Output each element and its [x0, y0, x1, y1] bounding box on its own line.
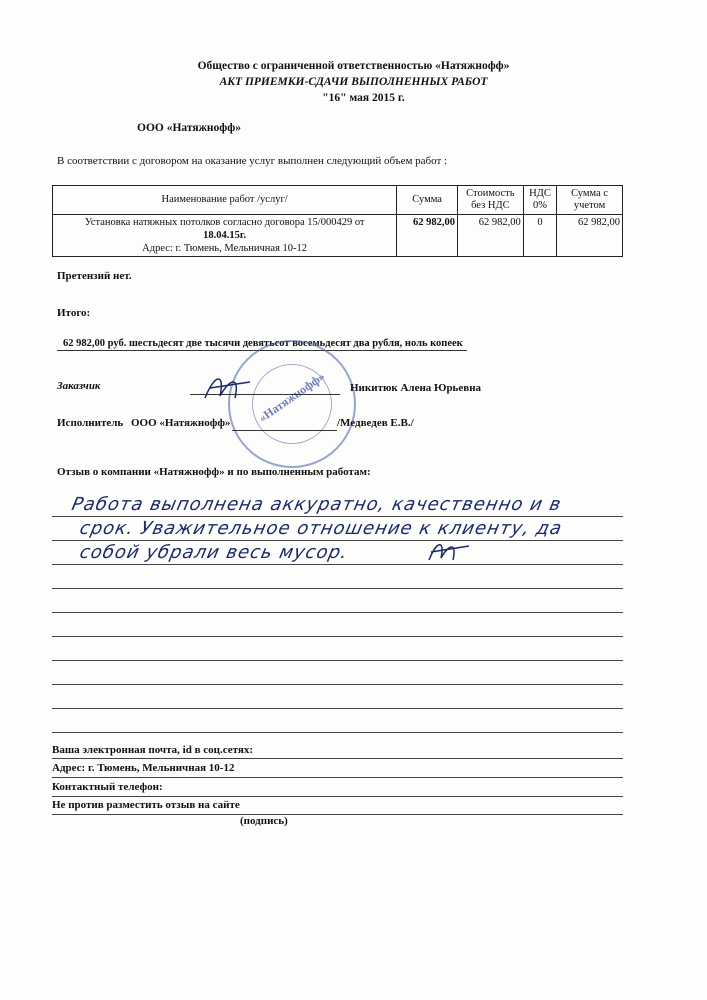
customer-name: Никитюк Алена Юрьевна — [350, 382, 482, 394]
executor-label: Исполнитель — [57, 417, 124, 429]
handwritten-review-line: срок. Уважительное отношение к клиенту, да — [77, 518, 565, 539]
work-name-line2: 18.04.15г. — [203, 230, 247, 241]
header-name: Наименование работ /услуг/ — [53, 186, 397, 215]
review-rule — [52, 564, 623, 565]
executor-name: /Медведев Е.В./ — [337, 417, 414, 429]
total-label: Итого: — [57, 307, 91, 319]
cell-sum-total: 62 982,00 — [557, 215, 623, 257]
review-rule — [52, 612, 623, 613]
cell-cost-no-vat: 62 982,00 — [457, 215, 523, 257]
customer-signature-icon — [200, 368, 260, 408]
contact-rule — [52, 814, 623, 815]
company-full-name: Общество с ограниченной ответственностью «Натяжнофф» — [197, 60, 510, 72]
table-row — [53, 215, 623, 257]
handwritten-review-line: Работа выполнена аккуратно, качественно и в — [69, 494, 564, 515]
cell-work-name — [53, 215, 397, 257]
review-label: Отзыв о компании «Натяжнофф» и по выполненным работам: — [57, 466, 371, 478]
header-cost-no-vat: Стоимость без НДС — [457, 186, 523, 215]
contact-rule — [52, 758, 623, 759]
table-header-row — [53, 186, 623, 215]
handwritten-review-line: собой убрали весь мусор. — [77, 542, 351, 563]
review-rule — [52, 540, 623, 541]
works-table — [52, 185, 623, 257]
contact-rule — [52, 796, 623, 797]
work-name-line3: Адрес: г. Тюмень, Мельничная 10-12 — [142, 243, 308, 254]
contact-rule — [52, 777, 623, 778]
customer-label: Заказчик — [57, 380, 101, 392]
header-sum: Сумма — [397, 186, 458, 215]
cell-vat: 0 — [523, 215, 556, 257]
review-rule — [52, 708, 623, 709]
intro-text: В соответствии с договором на оказание услуг выполнен следующий объем работ : — [57, 155, 448, 167]
review-rule — [52, 516, 623, 517]
stamp-center-text: «Натяжнофф» — [255, 369, 328, 426]
review-signature-icon — [425, 536, 475, 566]
phone-label: Контактный телефон: — [52, 781, 163, 793]
act-title: АКТ ПРИЕМКИ-СДАЧИ ВЫПОЛНЕННЫХ РАБОТ — [219, 76, 488, 88]
total-amount-words: 62 982,00 руб. шестьдесят две тысячи девятьсот восемьдесят два рубля, ноль копеек — [57, 338, 467, 351]
consent-label: Не против разместить отзыв на сайте — [52, 799, 240, 811]
cell-sum: 62 982,00 — [397, 215, 458, 257]
review-rule — [52, 732, 623, 733]
address-label: Адрес: г. Тюмень, Мельничная 10-12 — [52, 762, 235, 774]
header-sum-total: Сумма с учетом — [557, 186, 623, 215]
contractor-short-name: ООО «Натяжнофф» — [137, 122, 241, 134]
act-date: "16" мая 2015 г. — [322, 92, 405, 104]
executor-org: ООО «Натяжнофф» — [131, 417, 231, 429]
work-name-line1: Установка натяжных потолков согласно договора 15/000429 от — [84, 217, 365, 228]
review-rule — [52, 588, 623, 589]
executor-signature-line — [232, 430, 337, 431]
review-rule — [52, 636, 623, 637]
review-rule — [52, 684, 623, 685]
signature-caption: (подпись) — [240, 815, 288, 827]
claims-text: Претензий нет. — [57, 270, 132, 282]
header-vat: НДС 0% — [523, 186, 556, 215]
review-rule — [52, 660, 623, 661]
email-label: Ваша электронная почта, id в соц.сетях: — [52, 744, 254, 756]
